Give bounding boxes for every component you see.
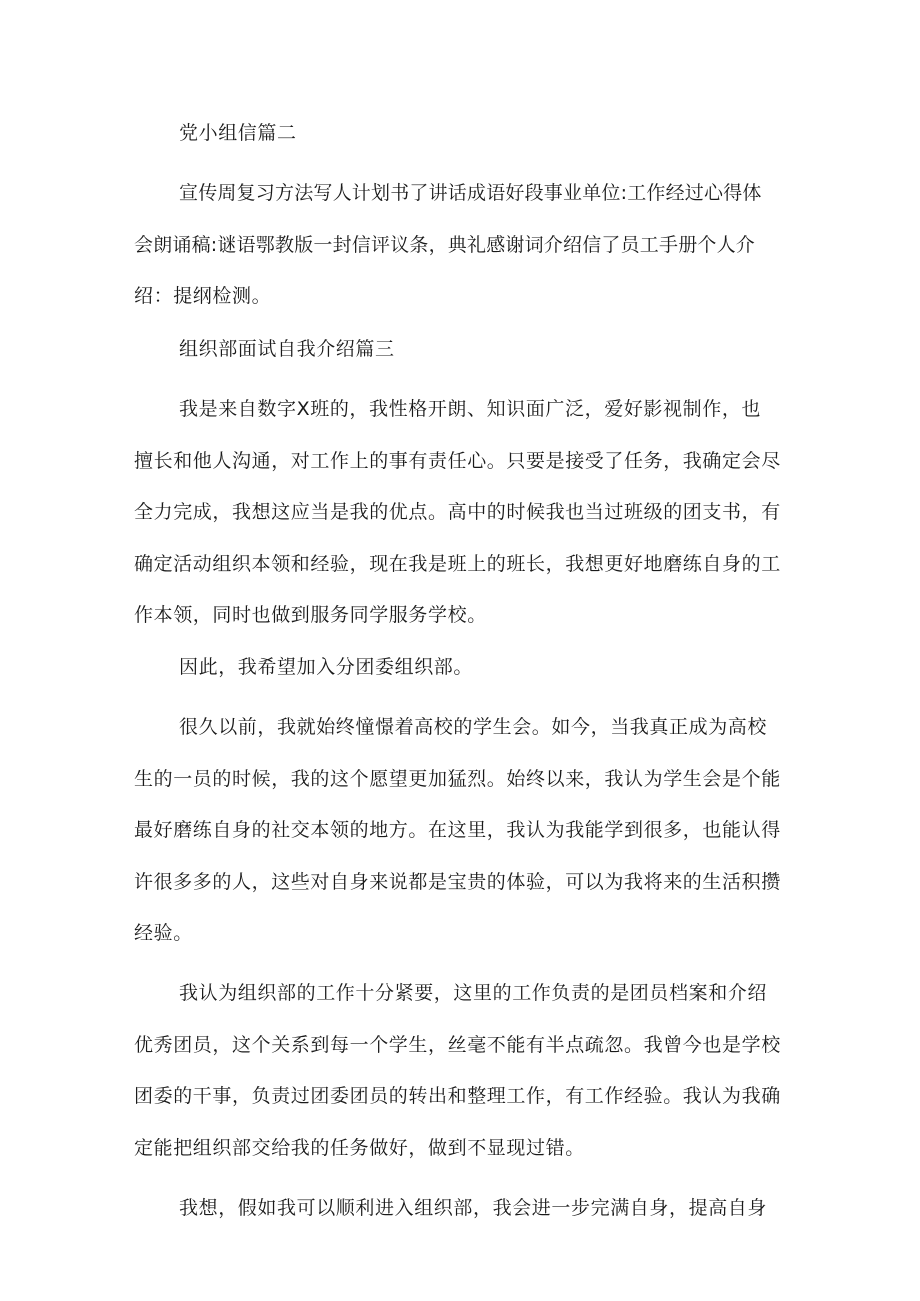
heading-line: 组织部面试自我介绍篇三 [179,338,395,360]
text-line: 宣传周复习方法写人计划书了讲话成语好段事业单位:工作经过心得体 [179,182,762,204]
text-line: 全力完成，我想这应当是我的优点。高中的时候我也当过班级的团支书，有 [134,501,781,523]
heading-line: 党小组信篇二 [179,122,297,144]
text-line: 生的一员的时候，我的这个愿望更加猛烈。始终以来，我认为学生会是个能 [134,768,781,790]
text-line: 经验。 [134,922,193,944]
text-line: 因此，我希望加入分团委组织部。 [179,656,474,678]
text-line: 我是来自数字X班的，我性格开朗、知识面广泛，爱好影视制作，也 [179,398,762,420]
text-line: 定能把组织部交给我的任务做好，做到不显现过错。 [134,1137,585,1159]
text-line: 很久以前，我就始终憧憬着高校的学生会。如今，当我真正成为高校 [179,716,768,738]
text-line: 擅长和他人沟通，对工作上的事有责任心。只要是接受了任务，我确定会尽 [134,450,781,472]
text-line: 会朗诵稿:谜语鄂教版一封信评议条，典礼感谢词介绍信了员工手册个人介 [134,234,756,256]
text-line: 许很多多的人，这些对自身来说都是宝贵的体验，可以为我将来的生活积攒 [134,871,781,893]
text-line: 我认为组织部的工作十分紧要，这里的工作负责的是团员档案和介绍 [179,982,768,1004]
text-line: 我想，假如我可以顺利进入组织部，我会进一步完满自身，提高自身 [179,1197,768,1219]
text-line: 绍：提纲检测。 [134,285,272,307]
text-line: 优秀团员，这个关系到每一个学生，丝毫不能有半点疏忽。我曾今也是学校 [134,1034,781,1056]
text-line: 团委的干事，负责过团委团员的转出和整理工作，有工作经验。我认为我确 [134,1085,781,1107]
text-line: 最好磨练自身的社交本领的地方。在这里，我认为我能学到很多，也能认得 [134,819,781,841]
text-line: 确定活动组织本领和经验，现在我是班上的班长，我想更好地磨练自身的工 [134,553,781,575]
text-line: 作本领，同时也做到服务同学服务学校。 [134,604,487,626]
